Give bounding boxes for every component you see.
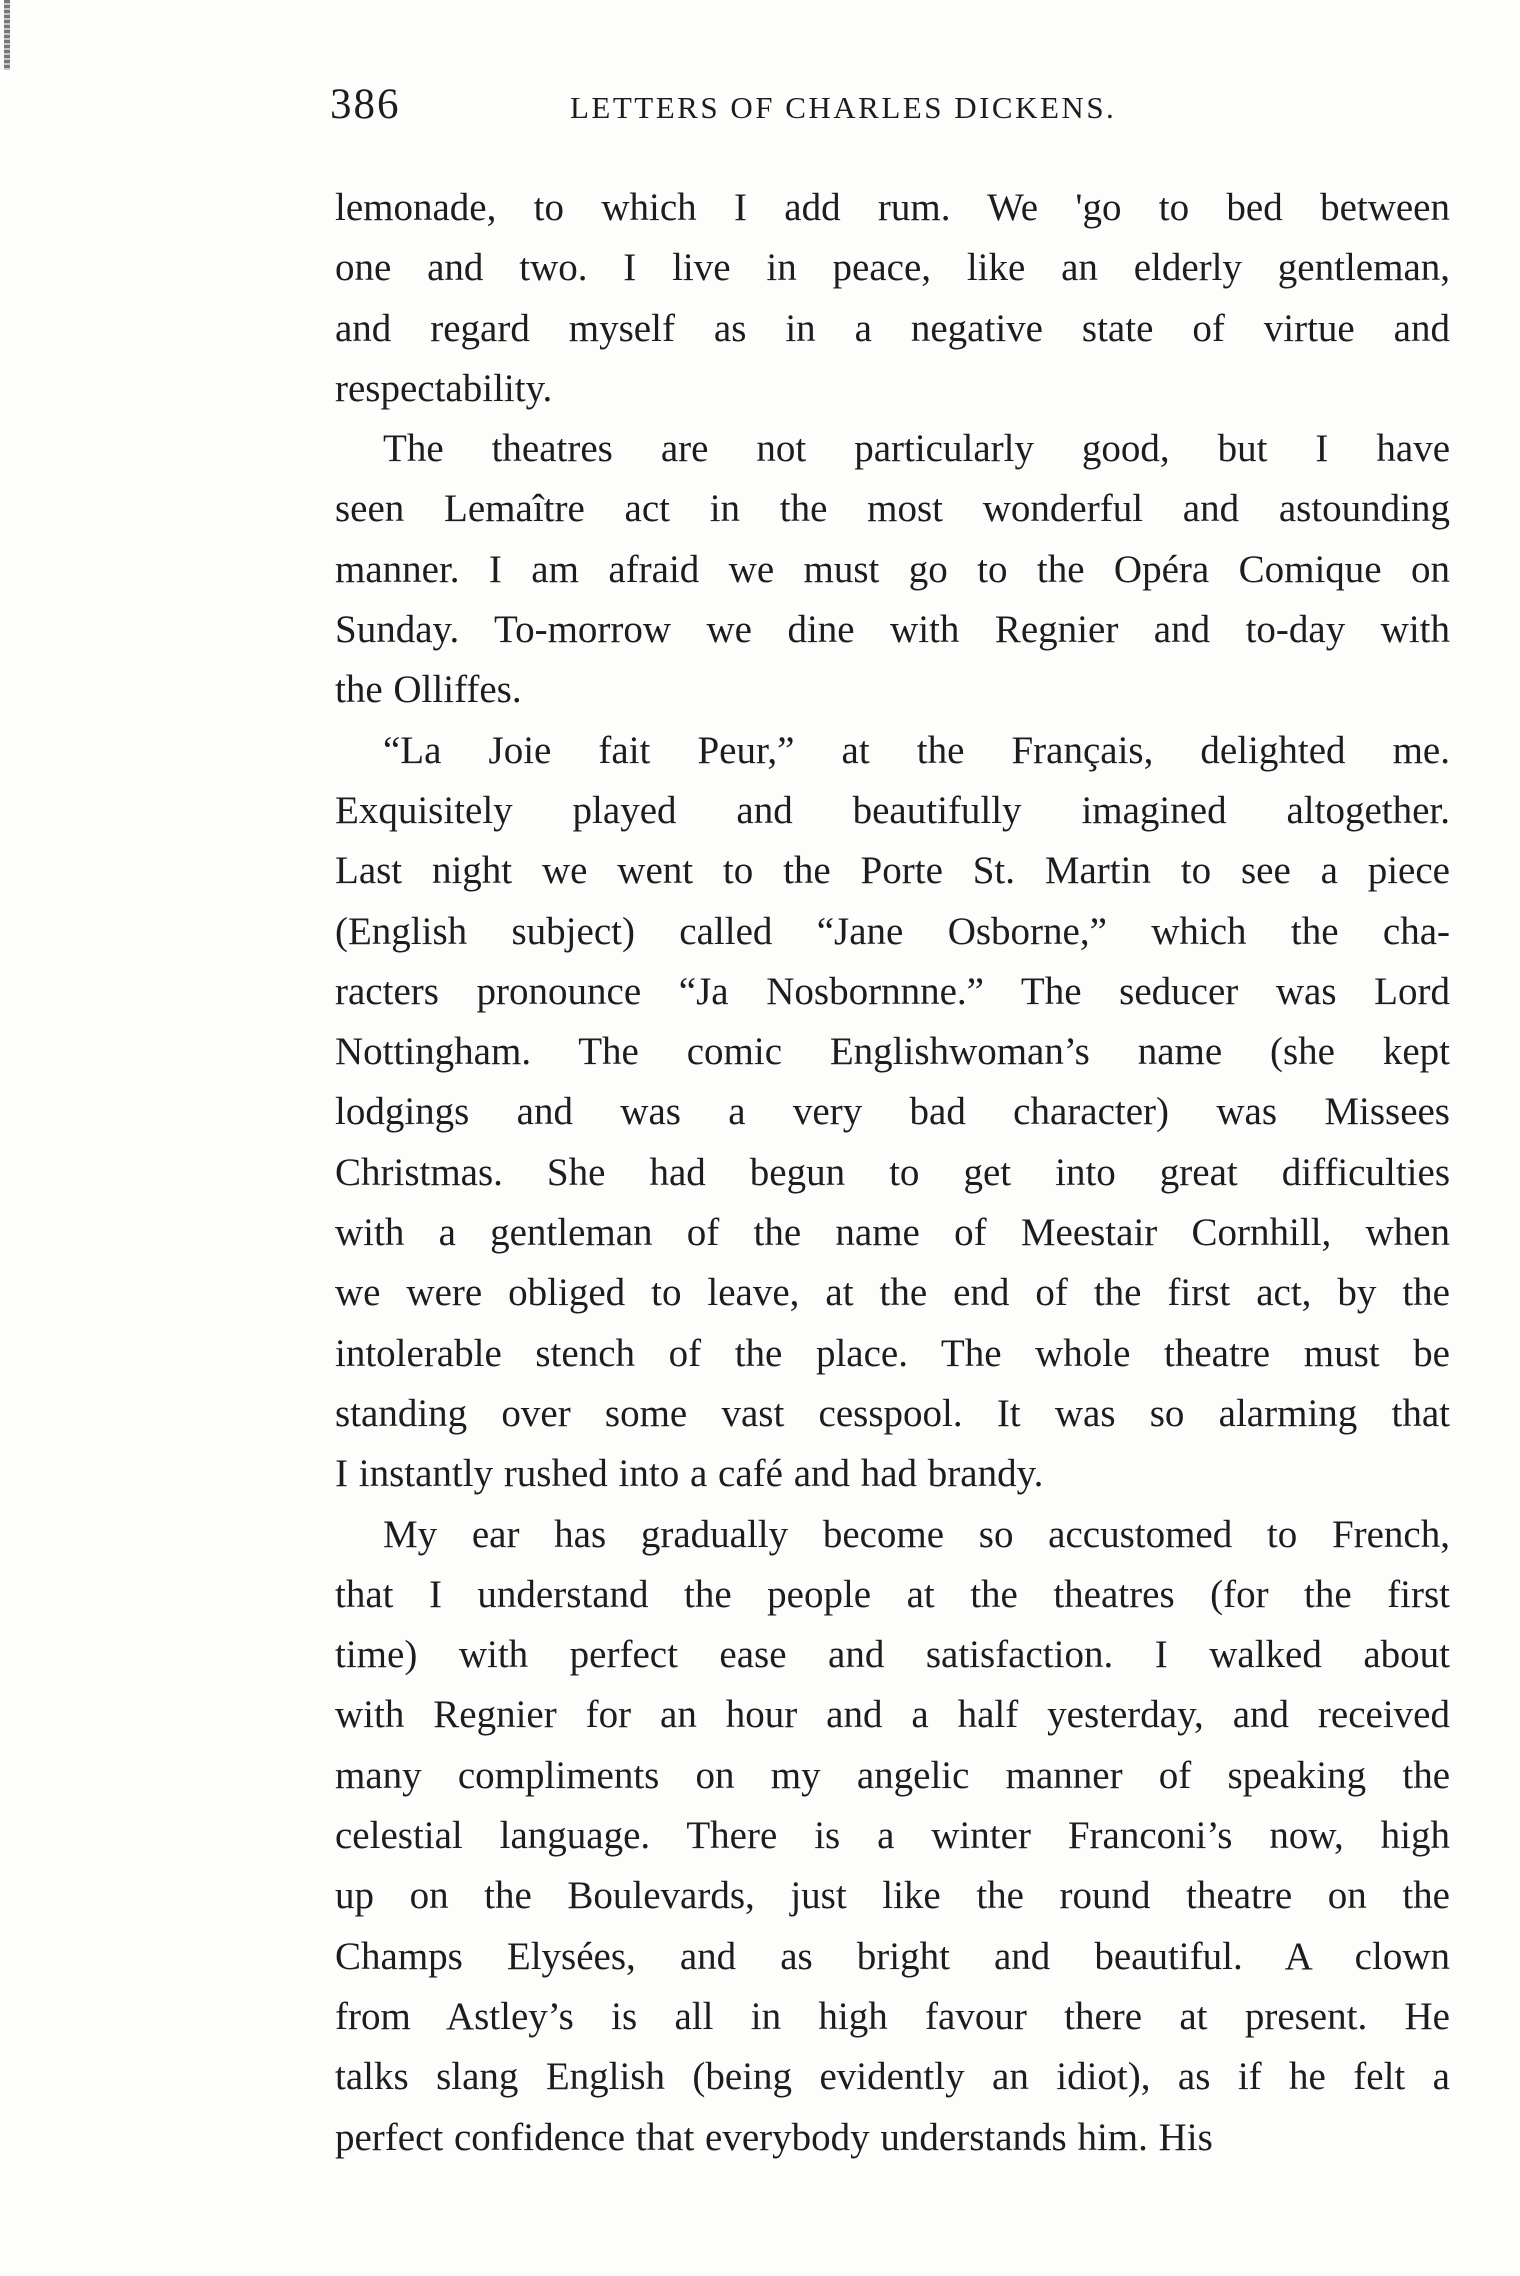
text-line: racters pronounce “Ja Nosbornnne.” The seducer was Lord	[335, 969, 1450, 1013]
text-line: talks slang English (being evidently an idiot), as if he felt a	[335, 2055, 1450, 2099]
text-line: one and two. I live in peace, like an elderly gentleman,	[335, 246, 1450, 290]
text-line: intolerable stench of the place. The whole theatre must be	[335, 1331, 1450, 1375]
paragraph	[335, 721, 1450, 1505]
text-line: we were obliged to leave, at the end of the first act, by the	[335, 1271, 1450, 1315]
text-line: Nottingham. The comic Englishwoman’s name (she kept	[335, 1030, 1450, 1074]
text-line: Exquisitely played and beautifully imagined altogether.	[335, 788, 1450, 832]
running-head	[330, 80, 1450, 140]
binding-edge-mark	[4, 0, 10, 70]
text-line: lodgings and was a very bad character) was Missees	[335, 1090, 1450, 1134]
text-line: Champs Elysées, and as bright and beautiful. A clown	[335, 1934, 1450, 1978]
text-line: with a gentleman of the name of Meestair Cornhill, when	[335, 1211, 1450, 1255]
running-title: LETTERS OF CHARLES DICKENS.	[570, 90, 1117, 125]
text-line: The theatres are not particularly good, but I have	[383, 427, 1450, 471]
letter-body-text	[335, 178, 1450, 2168]
text-line: standing over some vast cesspool. It was so alarming that	[335, 1391, 1450, 1435]
paragraph	[335, 419, 1450, 720]
text-line: that I understand the people at the theatres (for the first	[335, 1572, 1450, 1616]
text-line: from Astley’s is all in high favour there at present. He	[335, 1994, 1450, 2038]
page-number: 386	[330, 81, 401, 128]
text-line: time) with perfect ease and satisfaction. I walked about	[335, 1633, 1450, 1677]
paragraph	[335, 178, 1450, 419]
text-line: many compliments on my angelic manner of speaking the	[335, 1753, 1450, 1797]
text-line: seen Lemaître act in the most wonderful and astounding	[335, 487, 1450, 531]
text-line: the Olliffes.	[335, 668, 522, 712]
text-line: Last night we went to the Porte St. Martin to see a piece	[335, 849, 1450, 893]
text-line: Christmas. She had begun to get into great difficulties	[335, 1150, 1450, 1194]
text-line: with Regnier for an hour and a half yesterday, and received	[335, 1693, 1450, 1737]
text-line: respectability.	[335, 366, 553, 410]
paragraph	[335, 1505, 1450, 2168]
text-line: celestial language. There is a winter Franconi’s now, high	[335, 1814, 1450, 1858]
text-line: and regard myself as in a negative state of virtue and	[335, 306, 1450, 350]
text-line: lemonade, to which I add rum. We 'go to bed between	[335, 186, 1450, 229]
text-line: perfect confidence that everybody understands him. His	[335, 2115, 1213, 2159]
text-line: I instantly rushed into a café and had brandy.	[335, 1452, 1044, 1496]
text-line: manner. I am afraid we must go to the Opéra Comique on	[335, 547, 1450, 591]
text-line: (English subject) called “Jane Osborne,” which the cha-	[335, 909, 1450, 953]
text-line: Sunday. To-morrow we dine with Regnier and to-day with	[335, 608, 1450, 652]
text-line: My ear has gradually become so accustomed to French,	[383, 1512, 1450, 1556]
text-line: “La Joie fait Peur,” at the Français, delighted me.	[383, 728, 1450, 772]
text-line: up on the Boulevards, just like the round theatre on the	[335, 1874, 1450, 1918]
